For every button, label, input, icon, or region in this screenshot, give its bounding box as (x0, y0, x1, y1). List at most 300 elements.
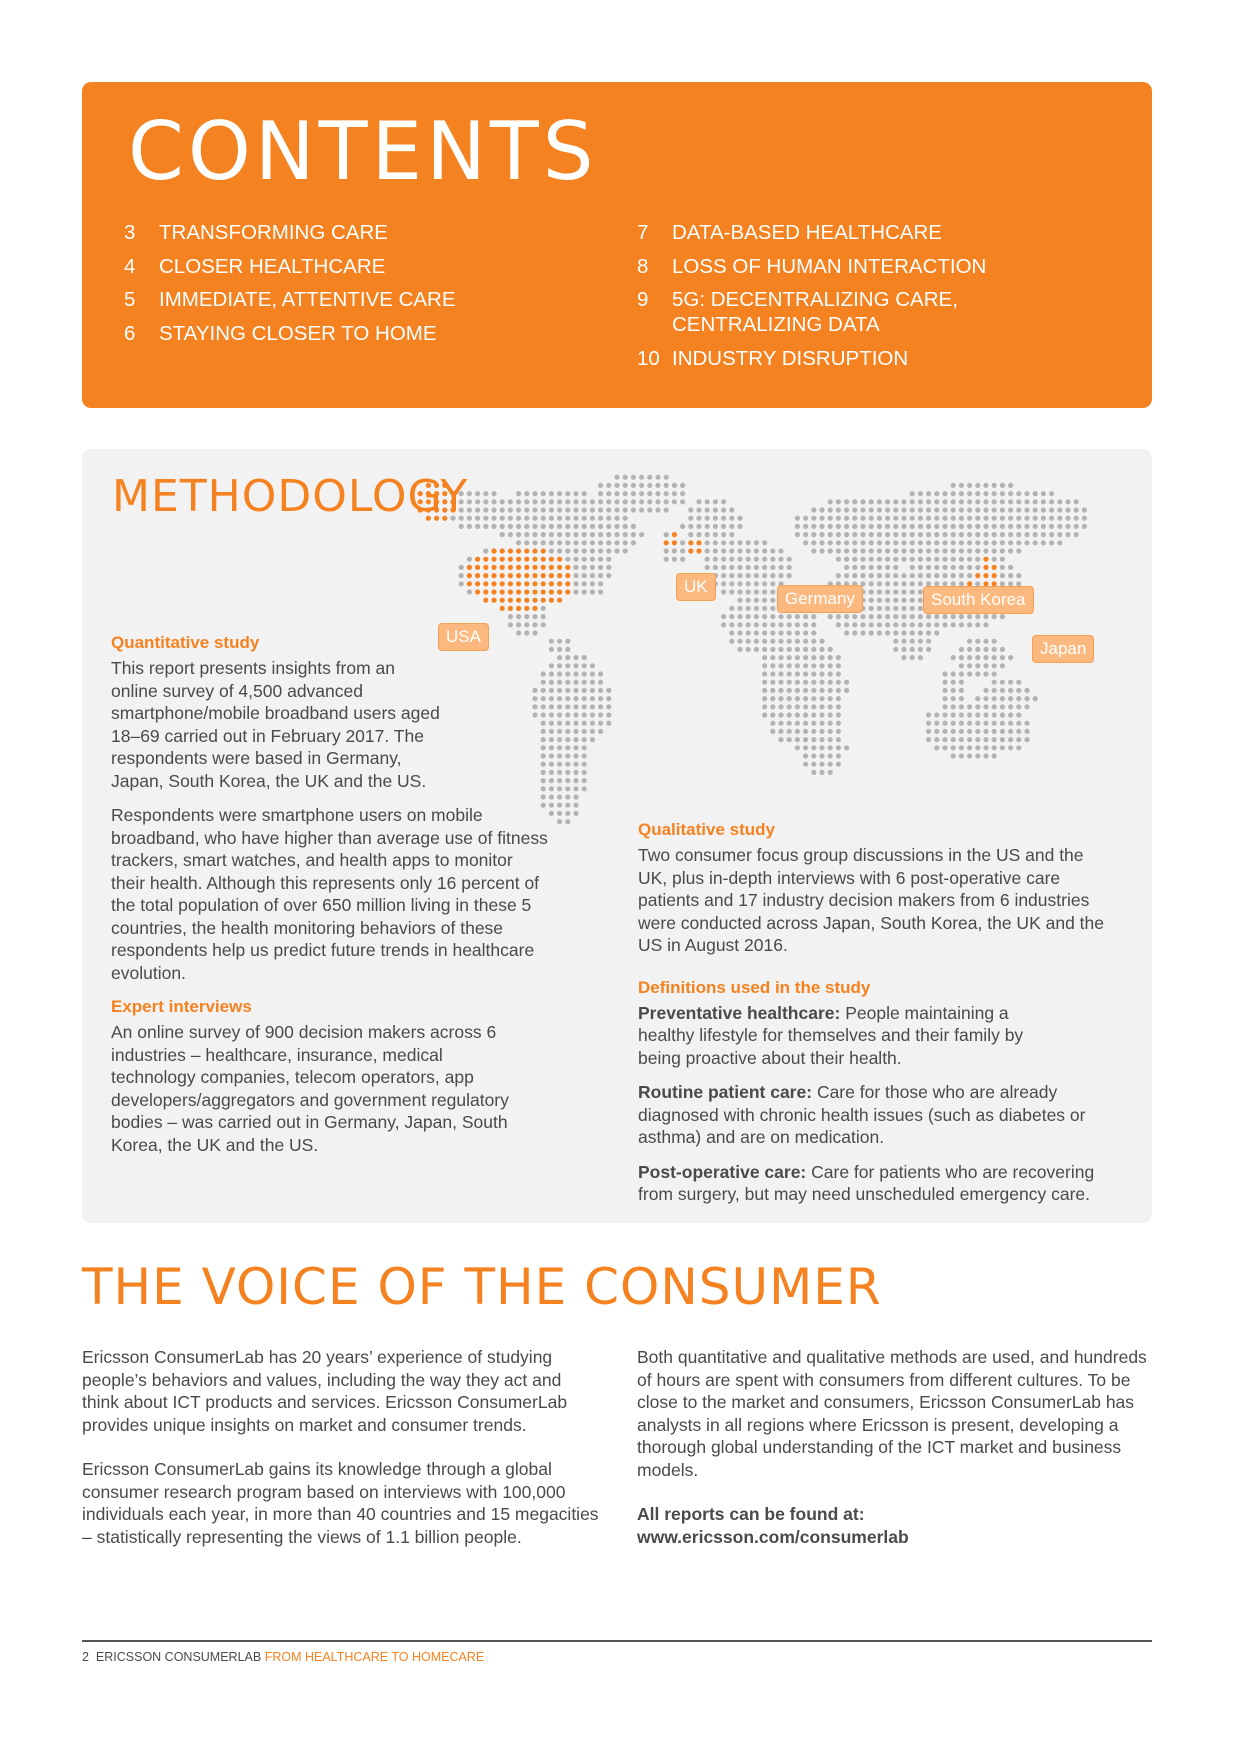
map-dot (1024, 524, 1029, 529)
map-dot (729, 581, 734, 586)
definition-preventative (638, 1002, 1048, 1070)
map-dot (918, 516, 923, 521)
map-dot (746, 573, 751, 578)
map-dot (500, 499, 505, 504)
map-dot-highlight (483, 589, 488, 594)
map-dot (721, 540, 726, 545)
map-dot (573, 491, 578, 496)
map-dot (770, 696, 775, 701)
map-dot (1008, 516, 1013, 521)
map-dot (1000, 688, 1005, 693)
map-dot (778, 671, 783, 676)
map-dot (1041, 491, 1046, 496)
map-dot (762, 655, 767, 660)
map-dot (901, 589, 906, 594)
map-dot (770, 622, 775, 627)
map-dot (590, 721, 595, 726)
toc-right-column (637, 220, 1137, 379)
map-dot (606, 696, 611, 701)
map-dot (926, 499, 931, 504)
map-dot (598, 589, 603, 594)
map-dot (721, 516, 726, 521)
map-dot (524, 524, 529, 529)
map-dot (1000, 540, 1005, 545)
map-label-uk: UK (676, 573, 716, 601)
map-dot (500, 516, 505, 521)
map-dot (787, 630, 792, 635)
map-dot (934, 499, 939, 504)
map-dot (614, 483, 619, 488)
map-dot (787, 557, 792, 562)
map-dot (852, 516, 857, 521)
map-dot (746, 606, 751, 611)
map-dot (746, 614, 751, 619)
map-dot-highlight (508, 565, 513, 570)
map-dot (754, 540, 759, 545)
map-dot (557, 655, 562, 660)
map-dot (1024, 737, 1029, 742)
map-dot (565, 712, 570, 717)
map-dot (606, 499, 611, 504)
map-dot (795, 524, 800, 529)
map-dot (713, 540, 718, 545)
toc-item[interactable] (124, 254, 604, 279)
map-dot-highlight (541, 589, 546, 594)
map-dot (967, 663, 972, 668)
map-dot (631, 475, 636, 480)
map-dot (918, 581, 923, 586)
map-dot-highlight (672, 532, 677, 537)
map-dot (934, 622, 939, 627)
map-dot (811, 704, 816, 709)
map-dot (565, 532, 570, 537)
map-dot-highlight (500, 589, 505, 594)
map-dot (778, 647, 783, 652)
map-dot (573, 680, 578, 685)
map-dot (778, 680, 783, 685)
map-dot (934, 557, 939, 562)
map-dot (475, 491, 480, 496)
map-dot (811, 622, 816, 627)
map-dot (582, 516, 587, 521)
map-dot-highlight (524, 557, 529, 562)
map-dot (959, 647, 964, 652)
map-dot-highlight (491, 548, 496, 553)
map-dot (614, 499, 619, 504)
map-dot (1008, 483, 1013, 488)
map-dot (606, 491, 611, 496)
map-dot (762, 573, 767, 578)
map-dot (1041, 516, 1046, 521)
map-dot (573, 573, 578, 578)
map-dot (844, 540, 849, 545)
map-dot (893, 507, 898, 512)
map-dot (951, 507, 956, 512)
map-dot (508, 516, 513, 521)
map-dot (852, 622, 857, 627)
map-dot (811, 688, 816, 693)
map-dot (918, 499, 923, 504)
map-dot (598, 573, 603, 578)
map-dot (655, 475, 660, 480)
map-dot (901, 524, 906, 529)
map-dot (1024, 704, 1029, 709)
map-dot-highlight (688, 540, 693, 545)
map-dot (1016, 721, 1021, 726)
map-dot (926, 532, 931, 537)
map-dot-highlight (475, 581, 480, 586)
toc-item[interactable] (637, 287, 1137, 337)
map-dot (787, 622, 792, 627)
map-dot (623, 475, 628, 480)
map-dot (836, 524, 841, 529)
map-dot (1000, 655, 1005, 660)
map-dot (803, 516, 808, 521)
map-dot (787, 712, 792, 717)
map-dot (803, 762, 808, 767)
toc-item[interactable] (637, 220, 1137, 245)
map-dot (910, 516, 915, 521)
map-dot (467, 589, 472, 594)
map-label-germany: Germany (777, 585, 863, 613)
map-dot (491, 491, 496, 496)
map-dot (549, 499, 554, 504)
map-dot (565, 819, 570, 824)
map-dot (573, 753, 578, 758)
map-dot (557, 548, 562, 553)
map-dot (606, 507, 611, 512)
map-dot-highlight (491, 589, 496, 594)
map-dot (557, 688, 562, 693)
map-dot (795, 704, 800, 709)
map-dot (951, 622, 956, 627)
map-dot (893, 573, 898, 578)
reports-link[interactable]: www.ericsson.com/consumerlab (637, 1526, 909, 1547)
map-dot (590, 540, 595, 545)
map-dot (524, 532, 529, 537)
map-dot-highlight (500, 557, 505, 562)
map-dot (639, 507, 644, 512)
map-dot (959, 655, 964, 660)
map-dot (778, 737, 783, 742)
map-dot-highlight (983, 565, 988, 570)
toc-page-number: 9 (637, 288, 649, 311)
map-dot (942, 680, 947, 685)
map-dot (746, 589, 751, 594)
map-dot (1016, 524, 1021, 529)
map-dot (836, 499, 841, 504)
map-dot (836, 516, 841, 521)
toc-item[interactable] (124, 287, 604, 312)
map-dot (598, 557, 603, 562)
map-dot (1008, 712, 1013, 717)
map-dot (844, 630, 849, 635)
map-dot (721, 524, 726, 529)
map-dot (819, 680, 824, 685)
map-dot (541, 614, 546, 619)
map-dot (983, 704, 988, 709)
map-dot (918, 524, 923, 529)
map-dot (713, 557, 718, 562)
map-dot (877, 589, 882, 594)
map-dot (885, 524, 890, 529)
map-dot (737, 614, 742, 619)
map-dot (770, 548, 775, 553)
map-dot (967, 524, 972, 529)
map-dot (754, 573, 759, 578)
map-dot (918, 507, 923, 512)
map-dot (541, 516, 546, 521)
map-dot (770, 573, 775, 578)
map-dot-highlight (541, 573, 546, 578)
definition-post-operative (638, 1161, 1128, 1206)
map-dot (959, 753, 964, 758)
expert-heading: Expert interviews (111, 997, 252, 1016)
map-dot (672, 483, 677, 488)
map-dot (926, 524, 931, 529)
map-dot-highlight (688, 548, 693, 553)
map-dot (811, 663, 816, 668)
map-dot (770, 581, 775, 586)
map-dot (983, 614, 988, 619)
map-dot (975, 745, 980, 750)
map-dot (852, 630, 857, 635)
toc-item[interactable] (637, 254, 1137, 279)
map-dot (590, 671, 595, 676)
map-dot (664, 532, 669, 537)
map-dot (926, 712, 931, 717)
map-dot (778, 565, 783, 570)
map-dot (819, 516, 824, 521)
map-dot (901, 507, 906, 512)
map-dot (975, 565, 980, 570)
map-dot-highlight (524, 548, 529, 553)
map-dot (795, 721, 800, 726)
toc-item[interactable] (637, 346, 1137, 371)
map-dot (836, 507, 841, 512)
map-dot (934, 532, 939, 537)
map-dot (803, 663, 808, 668)
map-dot (541, 532, 546, 537)
map-dot-highlight (467, 573, 472, 578)
quantitative-paragraph-2: Respondents were smartphone users on mobile broadband, who have higher than average use of fitness trackers, smart watches, and health apps to monitor their health. Although this represents only 16 percent of the total population of over 650 million living in these 5 countries, the health monitoring behaviors of these respondents help us predict future trends in healthcare evolution. (111, 805, 548, 983)
map-dot (754, 606, 759, 611)
map-dot (901, 557, 906, 562)
map-dot (688, 516, 693, 521)
map-dot (852, 524, 857, 529)
map-dot-highlight (508, 573, 513, 578)
map-dot (787, 737, 792, 742)
map-dot (1049, 491, 1054, 496)
map-dot (508, 507, 513, 512)
map-dot (778, 688, 783, 693)
map-dot (901, 532, 906, 537)
map-dot (951, 671, 956, 676)
map-dot (1008, 688, 1013, 693)
map-dot (762, 663, 767, 668)
map-dot (524, 540, 529, 545)
map-dot (1016, 548, 1021, 553)
map-dot (795, 663, 800, 668)
toc-item[interactable] (124, 220, 604, 245)
map-dot (893, 499, 898, 504)
map-dot (582, 729, 587, 734)
map-dot (893, 606, 898, 611)
map-dot (992, 688, 997, 693)
map-dot (828, 532, 833, 537)
map-dot (565, 516, 570, 521)
map-dot (721, 548, 726, 553)
map-dot (836, 557, 841, 562)
map-dot (1049, 540, 1054, 545)
map-dot (819, 507, 824, 512)
map-dot (828, 753, 833, 758)
toc-page-number: 4 (124, 254, 136, 278)
map-dot (951, 516, 956, 521)
map-dot-highlight (508, 589, 513, 594)
map-dot (811, 680, 816, 685)
map-dot (819, 671, 824, 676)
map-dot (852, 499, 857, 504)
map-dot (951, 524, 956, 529)
map-dot-highlight (467, 581, 472, 586)
map-dot (598, 565, 603, 570)
map-dot (500, 524, 505, 529)
map-dot-highlight (508, 606, 513, 611)
map-dot (860, 499, 865, 504)
map-dot (762, 565, 767, 570)
map-dot (975, 729, 980, 734)
map-dot-highlight (549, 581, 554, 586)
map-dot-highlight (516, 573, 521, 578)
map-dot (885, 598, 890, 603)
map-dot (1000, 721, 1005, 726)
map-dot (582, 581, 587, 586)
map-dot (582, 745, 587, 750)
voice-paragraph-2: Ericsson ConsumerLab gains its knowledge through a global consumer research program based on interviews with 100,000 individuals each year, in more than 40 countries and 15 megacities – statistically representing the views of 1.1 billion people. (82, 1459, 599, 1547)
map-dot (967, 647, 972, 652)
map-dot (992, 548, 997, 553)
map-dot (582, 753, 587, 758)
map-dot (910, 507, 915, 512)
map-dot (729, 557, 734, 562)
map-dot (557, 811, 562, 816)
map-dot (1041, 524, 1046, 529)
map-dot (869, 516, 874, 521)
map-dot (951, 548, 956, 553)
map-dot (819, 655, 824, 660)
map-dot (836, 614, 841, 619)
map-dot (590, 507, 595, 512)
map-dot (844, 548, 849, 553)
map-dot (532, 622, 537, 627)
map-dot (992, 721, 997, 726)
map-dot (885, 548, 890, 553)
map-dot (705, 524, 710, 529)
map-dot (778, 729, 783, 734)
map-dot (1074, 507, 1079, 512)
map-dot (934, 729, 939, 734)
map-dot (967, 671, 972, 676)
map-dot (582, 721, 587, 726)
map-dot (573, 786, 578, 791)
map-dot (778, 573, 783, 578)
map-dot (623, 516, 628, 521)
map-dot (844, 516, 849, 521)
map-dot (557, 762, 562, 767)
map-dot (664, 507, 669, 512)
map-dot (623, 524, 628, 529)
map-dot (762, 589, 767, 594)
map-dot (590, 524, 595, 529)
map-dot (951, 696, 956, 701)
map-dot (811, 696, 816, 701)
map-dot (992, 647, 997, 652)
map-dot (852, 565, 857, 570)
map-dot (992, 507, 997, 512)
map-dot (967, 655, 972, 660)
map-dot (573, 557, 578, 562)
map-dot (803, 540, 808, 545)
map-dot (688, 532, 693, 537)
map-dot (942, 516, 947, 521)
map-dot (590, 548, 595, 553)
map-dot (590, 557, 595, 562)
map-dot (762, 622, 767, 627)
map-dot (959, 712, 964, 717)
map-dot (541, 491, 546, 496)
map-dot-highlight (541, 565, 546, 570)
map-dot (992, 639, 997, 644)
map-dot (590, 663, 595, 668)
map-dot (967, 712, 972, 717)
map-dot (729, 573, 734, 578)
map-dot (885, 573, 890, 578)
map-dot (565, 663, 570, 668)
map-dot (573, 811, 578, 816)
map-dot (901, 598, 906, 603)
map-dot (967, 721, 972, 726)
map-dot (852, 507, 857, 512)
map-dot (721, 499, 726, 504)
map-dot-highlight (491, 581, 496, 586)
map-dot (1057, 499, 1062, 504)
map-dot (590, 737, 595, 742)
map-dot (852, 540, 857, 545)
map-dot (811, 712, 816, 717)
map-dot (811, 630, 816, 635)
map-dot (565, 688, 570, 693)
map-dot (951, 565, 956, 570)
map-dot (926, 516, 931, 521)
map-dot (844, 507, 849, 512)
map-dot (582, 565, 587, 570)
map-dot (582, 499, 587, 504)
map-dot (1008, 729, 1013, 734)
map-dot (598, 688, 603, 693)
toc-item[interactable] (124, 321, 604, 346)
map-dot (910, 491, 915, 496)
map-dot (500, 507, 505, 512)
map-dot (893, 598, 898, 603)
map-dot (1008, 737, 1013, 742)
map-dot (901, 516, 906, 521)
map-dot (1082, 507, 1087, 512)
map-dot (975, 663, 980, 668)
map-dot (828, 721, 833, 726)
map-dot (959, 573, 964, 578)
map-dot (975, 483, 980, 488)
